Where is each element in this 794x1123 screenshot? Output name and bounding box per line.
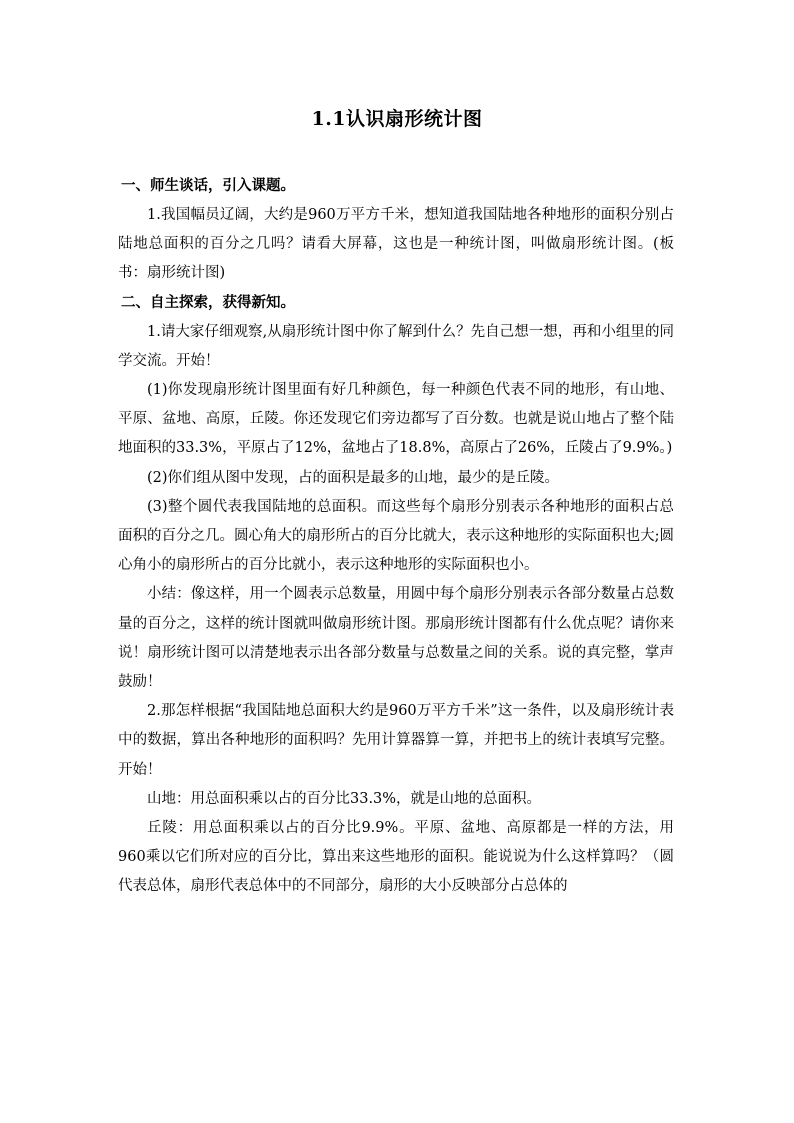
paragraph: (1)你发现扇形统计图里面有好几种颜色，每一种颜色代表不同的地形，有山地、平原、盆地、高原，丘陵。你还发现它们旁边都写了百分数。也就是说山地占了整个陆地面积的33.3%，平原占了12%，盆地占了18.8%，高原占了26%，丘陵占了9.9%。) [118,382,674,457]
paragraph: 1.请大家仔细观察,从扇形统计图中你了解到什么？先自己想一想，再和小组里的同学交流。开始！ [118,323,674,369]
document-body [118,172,674,902]
paragraph: 2.那怎样根据“我国陆地总面积大约是960万平方千米”这一条件，以及扇形统计表中的数据，算出各种地形的面积吗？先用计算器算一算，并把书上的统计表填写完整。开始！ [118,703,674,778]
paragraph: (2)你们组从图中发现，占的面积是最多的山地，最少的是丘陵。 [147,469,560,486]
paragraph: 山地：用总面积乘以占的百分比33.3%，就是山地的总面积。 [147,790,542,807]
section-heading-1: 一、师生谈话，引入课题。 [121,178,295,194]
summary-paragraph: 小结：像这样，用一个圆表示总数量，用圆中每个扇形分别表示各部分数量占总数量的百分之，这样的统计图就叫做扇形统计图。那扇形统计图都有什么优点呢？请你来说！扇形统计图可以清楚地表示出各部分数量与总数量之间的关系。说的真完整，掌声鼓励！ [118,586,674,691]
paragraph: (3)整个圆代表我国陆地的总面积。而这些每个扇形分别表示各种地形的面积占总面积的百分之几。圆心角大的扇形所占的百分比就大，表示这种地形的实际面积也大;圆心角小的扇形所占的百分比就小，表示这种地形的实际面积也小。 [118,498,674,574]
paragraph: 1.我国幅员辽阔，大约是960万平方千米，想知道我国陆地各种地形的面积分别占陆地总面积的百分之几吗？请看大屏幕，这也是一种统计图，叫做扇形统计图。(板书：扇形统计图) [118,207,674,282]
page-title: 1.1认识扇形统计图 [311,108,483,130]
paragraph: 丘陵：用总面积乘以占的百分比9.9%。平原、盆地、高原都是一样的方法，用960乘以它们所对应的百分比，算出来这些地形的面积。能说说为什么这样算吗？（圆代表总体，扇形代表总体中的不同部分，扇形的大小反映部分占总体的 [118,820,674,895]
section-heading-2: 二、自主探索，获得新知。 [121,294,295,311]
